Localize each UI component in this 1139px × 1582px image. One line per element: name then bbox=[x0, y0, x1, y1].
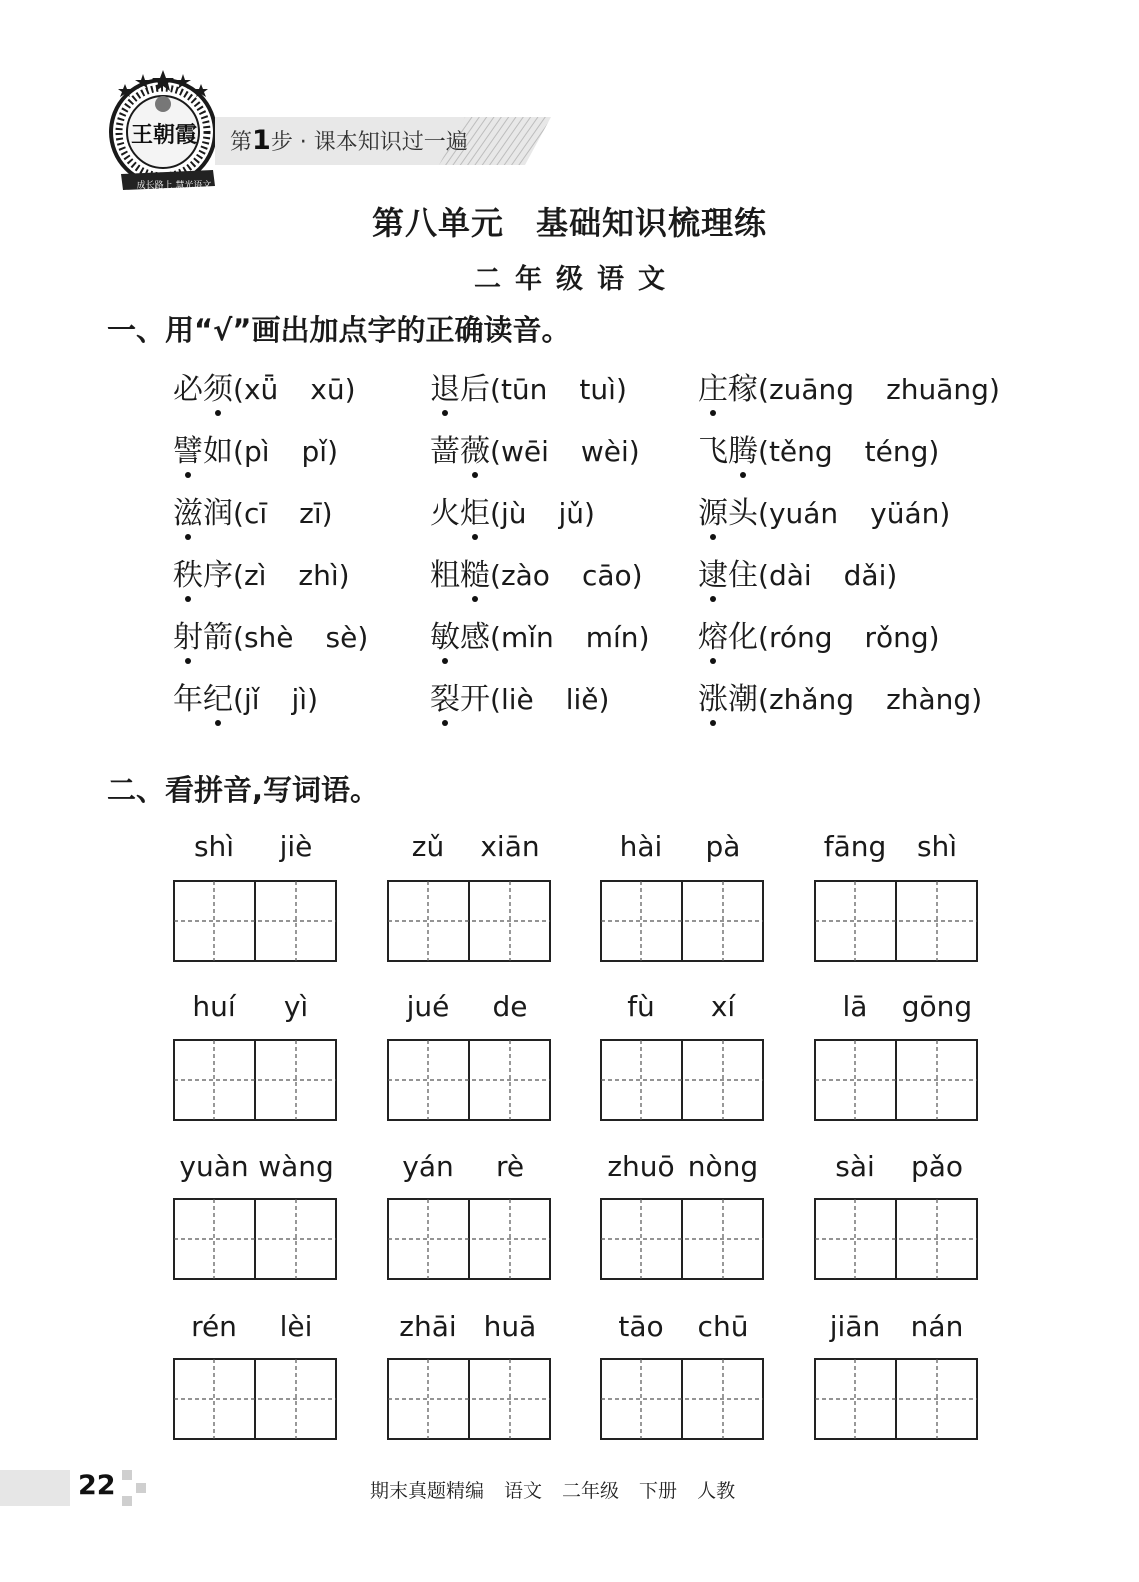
writing-box[interactable] bbox=[600, 1198, 764, 1280]
emphasis-dot bbox=[185, 596, 191, 602]
pronunciation-options: (těng téng) bbox=[758, 435, 940, 468]
pinyin-syllable: jué bbox=[406, 990, 450, 1023]
emphasis-dot bbox=[442, 720, 448, 726]
word bbox=[698, 620, 758, 655]
dotted-character: 秩 bbox=[173, 558, 203, 593]
character: 化 bbox=[728, 620, 758, 655]
pinyin-syllable: yuàn bbox=[179, 1150, 249, 1183]
pronunciation-options: (wēi wèi) bbox=[490, 435, 640, 468]
pinyin-syllable: chū bbox=[697, 1310, 749, 1343]
page-title bbox=[0, 198, 1139, 244]
pronunciation-options: (yuán yüán) bbox=[758, 497, 951, 530]
reading-item bbox=[698, 494, 950, 534]
footer-grade: 二年级 bbox=[562, 1480, 620, 1502]
pronunciation-options: (róng rǒng) bbox=[758, 621, 940, 654]
reading-item bbox=[173, 370, 356, 410]
pronunciation-options: (zào cāo) bbox=[490, 559, 643, 592]
pinyin-syllable: shì bbox=[916, 830, 958, 863]
word bbox=[698, 372, 758, 407]
option-2[interactable]: mín bbox=[585, 621, 639, 654]
writing-box[interactable] bbox=[600, 880, 764, 962]
emphasis-dot bbox=[185, 534, 191, 540]
dotted-character: 须 bbox=[203, 372, 233, 407]
pinyin-syllable: jiè bbox=[279, 830, 313, 863]
footer-book: 期末真题精编 bbox=[370, 1480, 485, 1502]
pinyin-syllable: yì bbox=[283, 990, 309, 1023]
dotted-character: 庄 bbox=[698, 372, 728, 407]
dotted-character: 滋 bbox=[173, 496, 203, 531]
reading-item bbox=[698, 432, 939, 472]
step-banner: 第1步 · 课本知识过一遍 bbox=[230, 125, 468, 156]
emphasis-dot bbox=[710, 720, 716, 726]
pronunciation-options: (jǐ jì) bbox=[233, 683, 318, 716]
dotted-character: 糙 bbox=[460, 558, 490, 593]
reading-item bbox=[430, 370, 627, 410]
character: 火 bbox=[430, 496, 460, 531]
character: 稼 bbox=[728, 372, 758, 407]
character: 如 bbox=[203, 434, 233, 469]
pinyin-syllable: pà bbox=[705, 830, 741, 863]
option-1[interactable]: zhǎng bbox=[768, 683, 855, 716]
pinyin-syllable: zhāi bbox=[399, 1310, 457, 1343]
reading-item bbox=[698, 370, 1000, 410]
option-1[interactable]: zì bbox=[243, 559, 267, 592]
character: 蔷 bbox=[430, 434, 460, 469]
word bbox=[430, 558, 490, 593]
emphasis-dot bbox=[472, 534, 478, 540]
option-2[interactable]: zhì bbox=[298, 559, 339, 592]
writing-box[interactable] bbox=[814, 880, 978, 962]
writing-box[interactable] bbox=[173, 1358, 337, 1440]
emphasis-dot bbox=[442, 410, 448, 416]
emphasis-dot bbox=[215, 720, 221, 726]
option-1[interactable]: jǐ bbox=[243, 683, 260, 716]
dotted-character: 源 bbox=[698, 496, 728, 531]
pronunciation-options: (shè sè) bbox=[233, 621, 369, 654]
pinyin-syllable: zhuō bbox=[607, 1150, 675, 1183]
option-2[interactable]: xū bbox=[310, 373, 345, 406]
emphasis-dot bbox=[472, 596, 478, 602]
pinyin-syllable: sài bbox=[835, 1150, 875, 1183]
pinyin-syllable: de bbox=[492, 990, 528, 1023]
emphasis-dot bbox=[472, 472, 478, 478]
dotted-character: 纪 bbox=[203, 682, 233, 717]
writing-box[interactable] bbox=[387, 1358, 551, 1440]
emphasis-dot bbox=[740, 472, 746, 478]
pronunciation-options: (zhǎng zhàng) bbox=[758, 683, 983, 716]
page-number: 22 bbox=[78, 1470, 116, 1501]
character: 潮 bbox=[728, 682, 758, 717]
writing-box[interactable] bbox=[814, 1198, 978, 1280]
option-2[interactable]: dǎi bbox=[843, 559, 887, 592]
emphasis-dot bbox=[710, 534, 716, 540]
footer-subject: 语文 bbox=[504, 1480, 543, 1502]
emphasis-dot bbox=[710, 410, 716, 416]
word bbox=[173, 682, 233, 717]
character: 后 bbox=[460, 372, 490, 407]
writing-box[interactable] bbox=[173, 1198, 337, 1280]
character: 必 bbox=[173, 372, 203, 407]
writing-box[interactable] bbox=[814, 1358, 978, 1440]
pinyin-syllable: yán bbox=[402, 1150, 454, 1183]
option-1[interactable]: wēi bbox=[500, 435, 549, 468]
word bbox=[173, 372, 233, 407]
emphasis-dot bbox=[185, 658, 191, 664]
pinyin-syllable: jiān bbox=[829, 1310, 881, 1343]
character: 感 bbox=[460, 620, 490, 655]
reading-item bbox=[430, 556, 643, 596]
word bbox=[698, 682, 758, 717]
dotted-character: 熔 bbox=[698, 620, 728, 655]
reading-item bbox=[173, 556, 350, 596]
option-1[interactable]: mǐn bbox=[500, 621, 554, 654]
character: 头 bbox=[728, 496, 758, 531]
character: 箭 bbox=[203, 620, 233, 655]
writing-box[interactable] bbox=[600, 1039, 764, 1121]
option-1[interactable]: tūn bbox=[500, 373, 548, 406]
pinyin-syllable: lā bbox=[842, 990, 868, 1023]
worksheet-name: 基础知识梳理练 bbox=[536, 204, 768, 242]
writing-box[interactable] bbox=[600, 1358, 764, 1440]
pronunciation-options: (dài dǎi) bbox=[758, 559, 898, 592]
pinyin-syllable: nòng bbox=[687, 1150, 759, 1183]
option-2[interactable]: rǒng bbox=[864, 621, 929, 654]
pronunciation-options: (zuāng zhuāng) bbox=[758, 373, 1000, 406]
option-1[interactable]: pì bbox=[243, 435, 270, 468]
character: 润 bbox=[203, 496, 233, 531]
dotted-character: 敏 bbox=[430, 620, 460, 655]
pinyin-syllable: xí bbox=[710, 990, 736, 1023]
emphasis-dot bbox=[710, 658, 716, 664]
option-1[interactable]: těng bbox=[768, 435, 833, 468]
option-2[interactable]: jǔ bbox=[558, 497, 584, 530]
option-1[interactable]: cī bbox=[243, 497, 268, 530]
emphasis-dot bbox=[185, 472, 191, 478]
character: 住 bbox=[728, 558, 758, 593]
option-2[interactable]: téng bbox=[864, 435, 929, 468]
writing-box[interactable] bbox=[387, 1198, 551, 1280]
option-2[interactable]: zhàng bbox=[886, 683, 972, 716]
part1-heading: 一、用“√”画出加点字的正确读音。 bbox=[107, 313, 571, 347]
reading-item bbox=[430, 432, 640, 472]
option-2[interactable]: tuì bbox=[579, 373, 616, 406]
logo-ribbon: 成长路上 慧光语文 bbox=[136, 181, 212, 191]
pinyin-syllable: xiān bbox=[480, 830, 540, 863]
dotted-character: 射 bbox=[173, 620, 203, 655]
word bbox=[430, 372, 490, 407]
unit-label: 第八单元 bbox=[371, 204, 504, 242]
option-1[interactable]: jù bbox=[500, 497, 527, 530]
option-1[interactable]: zào bbox=[500, 559, 550, 592]
writing-box[interactable] bbox=[387, 880, 551, 962]
option-2[interactable]: liě bbox=[565, 683, 599, 716]
word bbox=[173, 434, 233, 469]
character: 序 bbox=[203, 558, 233, 593]
pinyin-syllable: rén bbox=[191, 1310, 237, 1343]
pinyin-syllable: lèi bbox=[279, 1310, 313, 1343]
dotted-character: 薇 bbox=[460, 434, 490, 469]
page-subtitle: 二年级语文 bbox=[474, 264, 679, 295]
reading-item bbox=[173, 494, 333, 534]
dotted-character: 腾 bbox=[728, 434, 758, 469]
writing-box[interactable] bbox=[814, 1039, 978, 1121]
word bbox=[173, 620, 233, 655]
pinyin-syllable: pǎo bbox=[910, 1150, 964, 1183]
option-2[interactable]: sè bbox=[325, 621, 358, 654]
dotted-character: 涨 bbox=[698, 682, 728, 717]
footer-volume: 下册 bbox=[639, 1480, 678, 1502]
option-1[interactable]: róng bbox=[768, 621, 833, 654]
pronunciation-options: (zì zhì) bbox=[233, 559, 350, 592]
dotted-character: 裂 bbox=[430, 682, 460, 717]
pronunciation-options: (cī zī) bbox=[233, 497, 333, 530]
word bbox=[430, 496, 490, 531]
option-1[interactable]: shè bbox=[243, 621, 294, 654]
logo-text: 王朝霞 bbox=[130, 122, 197, 148]
pinyin-syllable: hài bbox=[619, 830, 663, 863]
word bbox=[173, 558, 233, 593]
emphasis-dot bbox=[215, 410, 221, 416]
reading-item bbox=[698, 556, 897, 596]
pinyin-syllable: fù bbox=[627, 990, 655, 1023]
reading-item bbox=[430, 680, 609, 720]
reading-item bbox=[698, 680, 982, 720]
pinyin-syllable: shì bbox=[193, 830, 235, 863]
word bbox=[698, 558, 758, 593]
part2-heading: 二、看拼音,写词语。 bbox=[107, 773, 380, 807]
option-1[interactable]: liè bbox=[500, 683, 534, 716]
word bbox=[698, 434, 758, 469]
option-2[interactable]: zī bbox=[299, 497, 322, 530]
option-2[interactable]: zhuāng bbox=[886, 373, 989, 406]
word bbox=[430, 620, 490, 655]
character: 开 bbox=[460, 682, 490, 717]
footer-edition: 人教 bbox=[697, 1480, 736, 1502]
pronunciation-options: (jù jǔ) bbox=[490, 497, 595, 530]
reading-item bbox=[430, 618, 650, 658]
pinyin-syllable: huí bbox=[192, 990, 236, 1023]
word bbox=[173, 496, 233, 531]
option-2[interactable]: wèi bbox=[580, 435, 629, 468]
option-2[interactable]: jì bbox=[291, 683, 308, 716]
pinyin-syllable: huā bbox=[483, 1310, 537, 1343]
word bbox=[430, 434, 490, 469]
pinyin-syllable: gōng bbox=[901, 990, 973, 1023]
pronunciation-options: (liè liě) bbox=[490, 683, 610, 716]
character: 年 bbox=[173, 682, 203, 717]
reading-item bbox=[173, 618, 368, 658]
pinyin-syllable: fāng bbox=[823, 830, 887, 863]
dotted-character: 逮 bbox=[698, 558, 728, 593]
dotted-character: 炬 bbox=[460, 496, 490, 531]
footer-book-info bbox=[370, 1476, 755, 1503]
reading-item bbox=[698, 618, 940, 658]
writing-box[interactable] bbox=[387, 1039, 551, 1121]
option-2[interactable]: cāo bbox=[581, 559, 632, 592]
emphasis-dot bbox=[442, 658, 448, 664]
emphasis-dot bbox=[710, 596, 716, 602]
option-2[interactable]: pǐ bbox=[301, 435, 328, 468]
option-1[interactable]: zuāng bbox=[768, 373, 855, 406]
pinyin-syllable: wàng bbox=[258, 1150, 334, 1183]
option-1[interactable]: xǖ bbox=[243, 373, 279, 406]
pronunciation-options: (mǐn mín) bbox=[490, 621, 650, 654]
character: 粗 bbox=[430, 558, 460, 593]
character: 飞 bbox=[698, 434, 728, 469]
pronunciation-options: (xǖ xū) bbox=[233, 373, 356, 406]
reading-item bbox=[173, 680, 318, 720]
option-1[interactable]: yuán bbox=[768, 497, 839, 530]
writing-box[interactable] bbox=[173, 880, 337, 962]
pinyin-syllable: rè bbox=[495, 1150, 525, 1183]
pinyin-syllable: nán bbox=[910, 1310, 964, 1343]
writing-box[interactable] bbox=[173, 1039, 337, 1121]
option-2[interactable]: yüán bbox=[870, 497, 940, 530]
pronunciation-options: (pì pǐ) bbox=[233, 435, 338, 468]
dotted-character: 退 bbox=[430, 372, 460, 407]
option-1[interactable]: dài bbox=[768, 559, 812, 592]
pinyin-syllable: zǔ bbox=[411, 830, 445, 863]
footer-bar bbox=[0, 1470, 150, 1506]
word bbox=[698, 496, 758, 531]
reading-item bbox=[173, 432, 338, 472]
pinyin-syllable: tāo bbox=[618, 1310, 664, 1343]
word bbox=[430, 682, 490, 717]
reading-item bbox=[430, 494, 595, 534]
dotted-character: 譬 bbox=[173, 434, 203, 469]
pronunciation-options: (tūn tuì) bbox=[490, 373, 627, 406]
